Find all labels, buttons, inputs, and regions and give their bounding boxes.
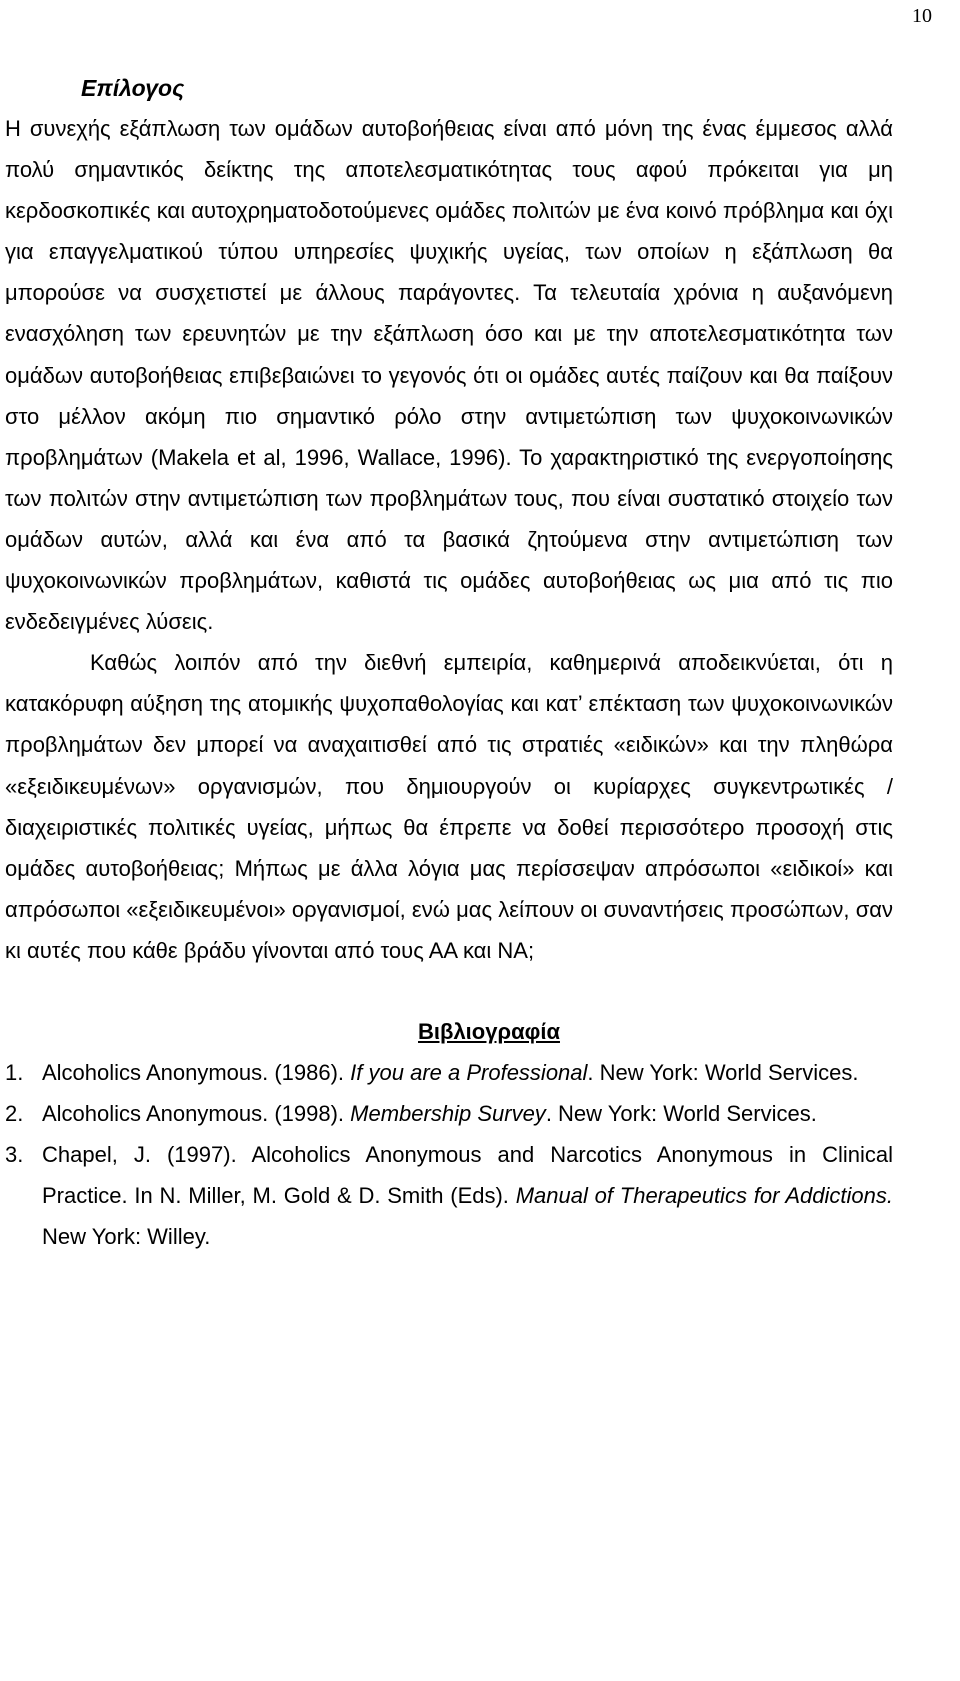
reference-publisher: . New York: World Services. <box>587 1059 859 1085</box>
reference-title: Membership Survey <box>350 1101 546 1127</box>
reference-number: 3. <box>5 1142 24 1168</box>
paragraph-epilogue-2: Καθώς λοιπόν από την διεθνή εμπειρία, καθημερινά αποδεικνύεται, ότι η κατακόρυφη αύξηση της ατομικής ψυχοπαθολογίας και κατ’ επέκταση των ψυχοκοινωνικών προβλημάτων δεν μπορεί να αναχαιτισθεί από τις στρατιές «ειδικών» και την πληθώρα «εξειδικευμένων» οργανισμών, που δημιουργούν οι κυρίαρχες συγκεντρωτικές / διαχειριστικές πολιτικές υγείας, μήπως θα έπρεπε να δοθεί περισσότερο προσοχή στις ομάδες αυτοβοήθειας; Μήπως με άλλα λόγια μας περίσσεψαν απρόσωποι «ειδικοί» και απρόσωποι «εξειδικευμένοι» οργανισμοί, ενώ μας λείπουν οι συναντήσεις προσώπων, σαν κι αυτές που κάθε βράδυ γίνονται από τους ΑΑ και ΝΑ; <box>5 650 893 963</box>
reference-title: If you are a Professional <box>350 1059 588 1085</box>
reference-publisher: . New York: World Services. <box>545 1101 817 1127</box>
paragraph-epilogue-1: Η συνεχής εξάπλωση των ομάδων αυτοβοήθειας είναι από μόνη της ένας έμμεσος αλλά πολύ σημαντικός δείκτης της αποτελεσματικότητας τους αφού πρόκειται για μη κερδοσκοπικές και αυτοχρηματοδοτούμενες ομάδες πολιτών με ένα κοινό πρόβλημα και όχι για επαγγελματικού τύπου υπηρεσίες ψυχικής υγείας, των οποίων η εξάπλωση θα μπορούσε να συσχετιστεί με άλλους παράγοντες. Τα τελευταία χρόνια η αυξανόμενη ενασχόληση των ερευνητών με την εξάπλωση όσο και με την αποτελεσματικότητα των ομάδων αυτοβοήθειας επιβεβαιώνει το γεγονός ότι οι ομάδες αυτές παίζουν και θα παίξουν στο μέλλον ακόμη πιο σημαντικό ρόλο στην αντιμετώπιση των ψυχοκοινωνικών προβλημάτων (Makela et al, 1996, Wallace, 1996). Το χαρακτηριστικό της ενεργοποίησης των πολιτών στην αντιμετώπιση των προβλημάτων τους, που είναι συστατικό στοιχείο των ομάδων αυτών, αλλά και ένα από τα βασικά ζητούμενα στην αντιμετώπιση των ψυχοκοινωνικών προβλημάτων, καθιστά τις ομάδες αυτοβοήθειας ως μια από τις πιο ενδεδειγμένες λύσεις. <box>5 116 893 635</box>
references-list <box>5 1052 893 1257</box>
reference-number: 2. <box>5 1101 24 1127</box>
reference-item-3 <box>5 1134 893 1257</box>
reference-title: Manual of Therapeutics for Addictions. <box>515 1183 893 1209</box>
reference-item-2 <box>5 1093 893 1134</box>
page-number: 10 <box>912 5 932 27</box>
reference-text: Chapel, J. (1997). Alcoholics Anonymous and Narcotics Anonymous in Clinical Practice. In N. Miller, M. Gold & D. Smith (Eds). <box>42 1142 893 1209</box>
reference-text: Alcoholics Anonymous. (1998). <box>42 1101 351 1127</box>
reference-text: Alcoholics Anonymous. (1986). <box>42 1059 351 1085</box>
section-heading-epilogue: Επίλογος <box>81 75 185 101</box>
reference-publisher: New York: Willey. <box>42 1224 211 1250</box>
reference-number: 1. <box>5 1059 24 1085</box>
references-heading: Βιβλιογραφία <box>418 1018 560 1044</box>
document-body <box>5 68 893 1257</box>
reference-item-1 <box>5 1052 893 1093</box>
